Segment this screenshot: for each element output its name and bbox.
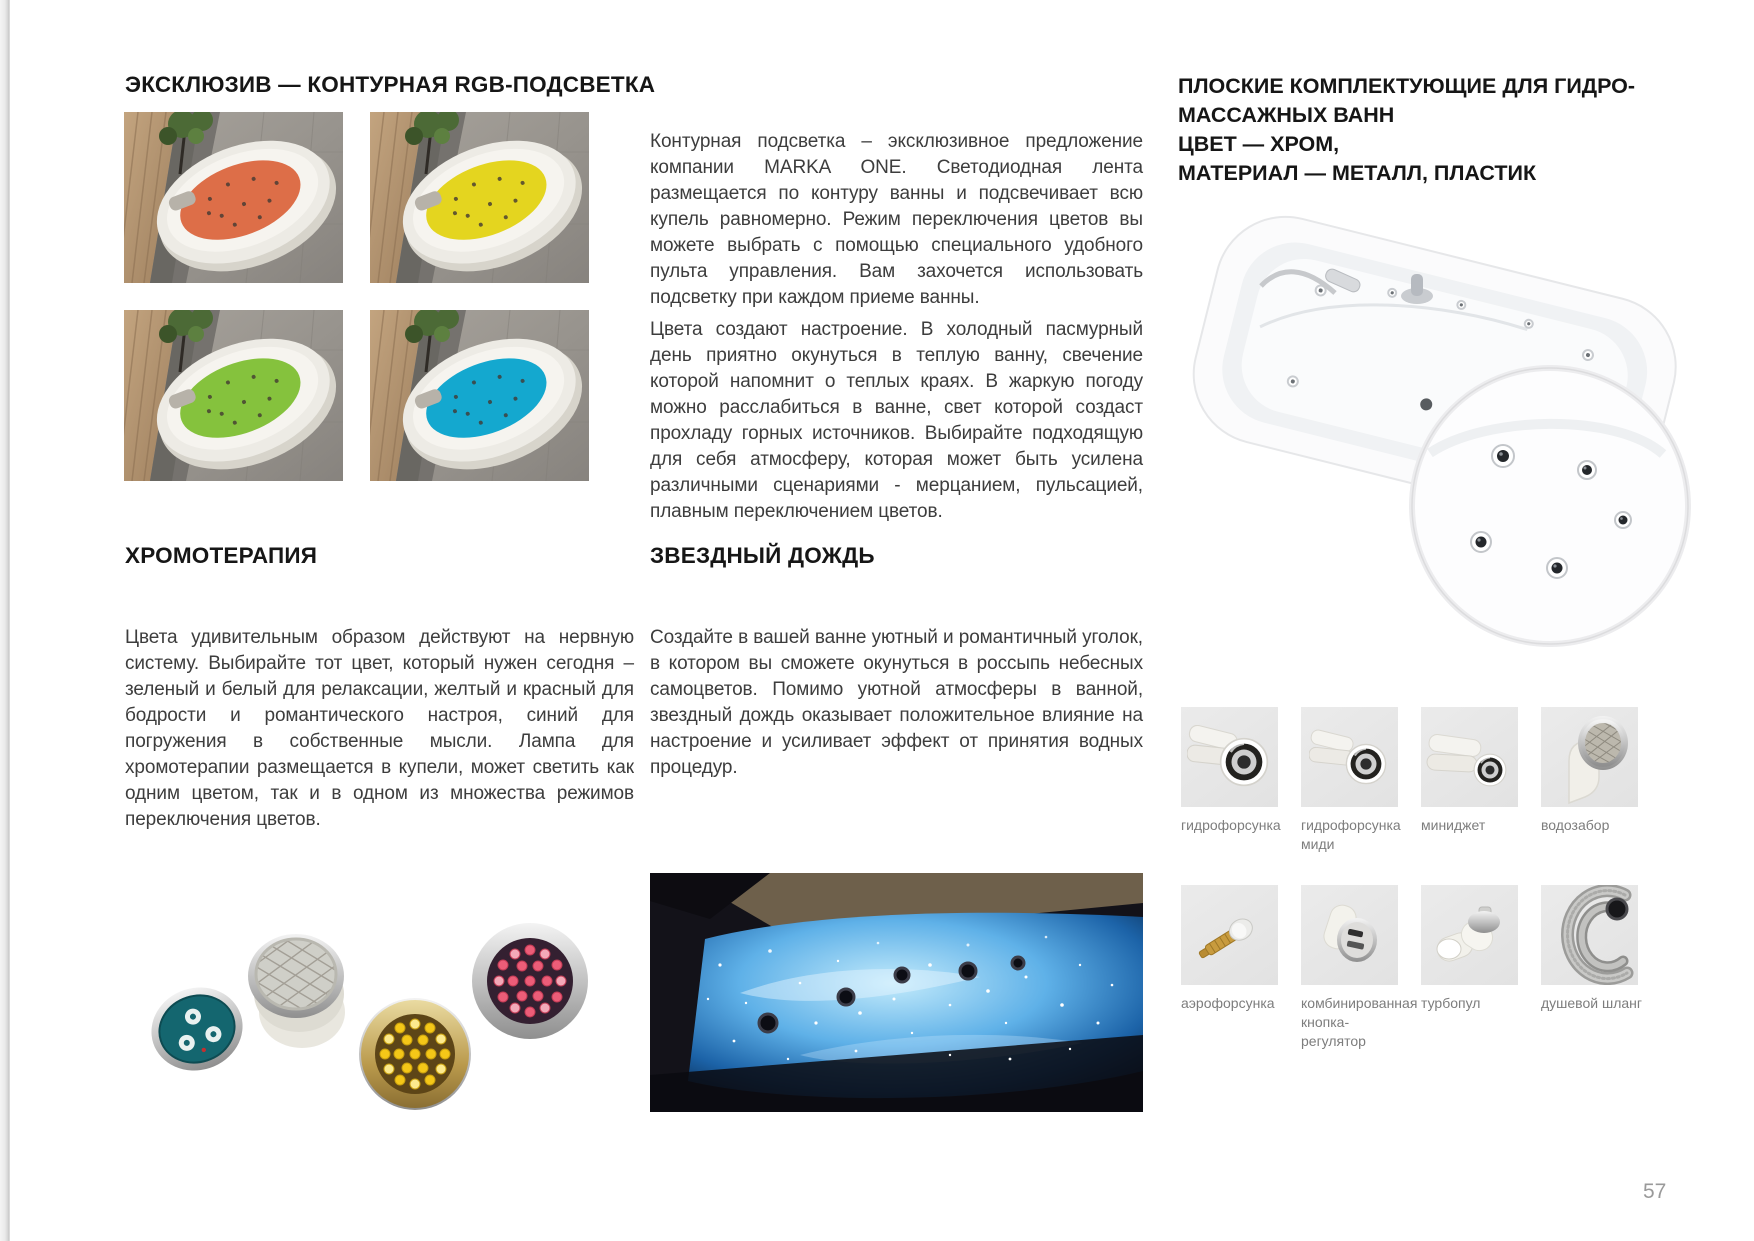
component-card <box>1181 707 1281 885</box>
page-edge <box>0 0 10 1241</box>
component-label: душевой шланг <box>1541 995 1642 1011</box>
hydro-jet-midi-icon <box>1301 707 1398 807</box>
components-heading <box>1178 72 1635 188</box>
component-card <box>1541 885 1642 1051</box>
star-rain-heading: ЗВЕЗДНЫЙ ДОЖДЬ <box>650 543 875 568</box>
components-grid <box>1181 707 1642 1051</box>
component-card <box>1541 707 1638 885</box>
component-label: водозабор <box>1541 817 1610 833</box>
components-heading-line: ПЛОСКИЕ КОМПЛЕКТУЮЩИЕ ДЛЯ ГИДРО- <box>1178 74 1636 98</box>
component-label: гидрофорсунка <box>1181 817 1281 833</box>
rgb-tub-photo-yellow <box>370 112 589 283</box>
components-heading-line: МАТЕРИАЛ — МЕТАЛЛ, ПЛАСТИК <box>1178 161 1537 185</box>
component-label: аэрофорсунка <box>1181 995 1275 1011</box>
component-card <box>1421 885 1518 1051</box>
chromotherapy-heading: ХРОМОТЕРАПИЯ <box>125 543 318 568</box>
component-label: турбопул <box>1421 995 1481 1011</box>
component-label: миниджет <box>1421 817 1486 833</box>
shower-hose-icon <box>1541 885 1638 985</box>
combo-button-icon <box>1301 885 1398 985</box>
rgb-tub-photo-green <box>124 310 343 481</box>
magnifier-detail <box>1412 368 1688 644</box>
contour-light-paragraph-1: Контурная подсветка – эксклюзивное предложение компании MARKA ONE. Светодиодная лента размещается по контуру ванны и подсвечивает всю купель равномерно. Режим переключения цветов вы можете выбрать с помощью специального удобного пульта управления. Вам захочется использовать подсветку при каждом приеме ванны. <box>650 131 1143 308</box>
component-label: комбинированная кнопка-регулятор <box>1301 995 1418 1049</box>
contour-light-paragraph-2: Цвета создают настроение. В холодный пасмурный день приятно окунуться в теплую ванну, свечение которой напомнит о теплых краях. В жаркую погоду можно расслабиться в ванне, свет которой создаст прохладу горных источников. Выбирайте подходящую для себя атмосферу, которая может быть усилена различными сценариями - мерцанием, пульсацией, плавным переключением цветов. <box>650 319 1143 522</box>
hydromassage-tub-photo <box>1185 198 1705 668</box>
component-card <box>1421 707 1518 885</box>
component-card <box>1181 885 1278 1051</box>
chromotherapy-paragraph: Цвета удивительным образом действуют на нервную систему. Выбирайте тот цвет, который нужен сегодня – зеленый и белый для релаксации, желтый и красный для бодрости и романтического настроя, синий для погружения в собственные мысли. Лампа для хромотерапии размещается в купели, может светить как одним цветом, так и в одном из множества режимов переключения цветов. <box>125 627 634 830</box>
left-section-title: ЭКСКЛЮЗИВ — КОНТУРНАЯ RGB-ПОДСВЕТКА <box>125 72 656 97</box>
component-card <box>1301 707 1401 885</box>
mini-jet-icon <box>1421 707 1518 807</box>
air-jet-icon <box>1181 885 1278 985</box>
hydro-jet-icon <box>1181 707 1278 807</box>
rgb-tub-photo-orange <box>124 112 343 283</box>
rgb-lighting-gallery <box>124 112 589 481</box>
components-heading-line: ЦВЕТ — ХРОМ, <box>1178 132 1340 156</box>
component-card <box>1301 885 1418 1051</box>
component-label: гидрофорсунка миди <box>1301 817 1401 852</box>
water-intake-icon <box>1541 707 1638 807</box>
rgb-tub-photo-cyan <box>370 310 589 481</box>
chromotherapy-lamps-photo <box>140 888 610 1118</box>
components-heading-line: МАССАЖНЫХ ВАНН <box>1178 103 1395 127</box>
star-rain-photo <box>650 873 1143 1112</box>
page-number: 57 <box>1643 1180 1667 1203</box>
star-rain-paragraph: Создайте в вашей ванне уютный и романтичный уголок, в котором вы сможете окунуться в россыпь небесных самоцветов. Помимо уютной атмосферы в ванной, звездный дождь оказывает положительное влияние на настроение и усиливает эффект от принятия водных процедур. <box>650 627 1143 778</box>
turbo-pool-icon <box>1421 885 1518 985</box>
